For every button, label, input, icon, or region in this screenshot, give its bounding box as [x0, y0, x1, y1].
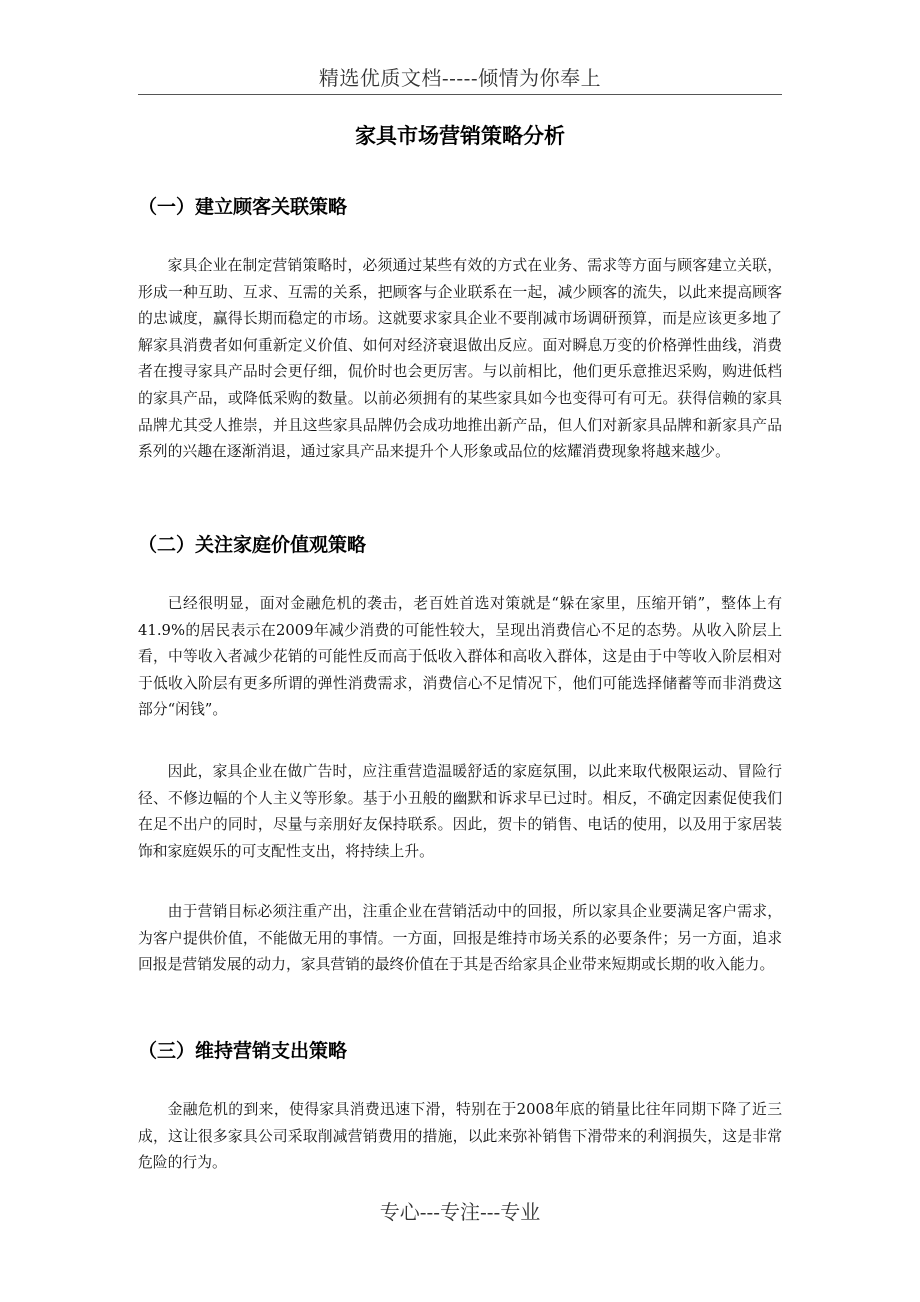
section-2-paragraph-3: 由于营销目标必须注重产出，注重企业在营销活动中的回报，所以家具企业要满足客户需求，为客户提供价值，不能做无用的事情。一方面，回报是维持市场关系的必要条件；另一方面，追求回报是营销发展的动力，家具营销的最终价值在于其是否给家具企业带来短期或长期的收入能力。	[138, 903, 782, 974]
page-footer: 专心---专注---专业	[379, 1200, 541, 1224]
section-heading-1: （一）建立顾客关联策略	[138, 196, 348, 218]
page-header: 精选优质文档-----倾情为你奉上	[318, 66, 602, 90]
section-1-paragraph-1: 家具企业在制定营销策略时，必须通过某些有效的方式在业务、需求等方面与顾客建立关联，形成一种互助、互求、互需的关系，把顾客与企业联系在一起，减少顾客的流失，以此来提高顾客的忠诚度，赢得长期而稳定的市场。这就要求家具企业不要削减市场调研预算，而是应该更多地了解家具消费者如何重新定义价值、如何对经济衰退做出反应。面对瞬息万变的价格弹性曲线，消费者在搜寻家具产品时会更仔细，侃价时也会更厉害。与以前相比，他们更乐意推迟采购，购进低档的家具产品，或降低采购的数量。以前必须拥有的某些家具如今也变得可有可无。获得信赖的家具品牌尤其受人推崇，并且这些家具品牌仍会成功地推出新产品，但人们对新家具品牌和新家具产品系列的兴趣在逐渐消退，通过家具产品来提升个人形象或品位的炫耀消费现象将越来越少。	[138, 257, 782, 461]
section-heading-2: （二）关注家庭价值观策略	[138, 534, 367, 556]
header-divider	[138, 94, 782, 95]
document-title: 家具市场营销策略分析	[355, 124, 565, 148]
section-heading-3: （三）维持营销支出策略	[138, 1040, 348, 1062]
section-2-paragraph-1: 已经很明显，面对金融危机的袭击，老百姓首选对策就是“躲在家里，压缩开销”，整体上有41.9%的居民表示在2009年减少消费的可能性较大，呈现出消费信心不足的态势。从收入阶层上看，中等收入者减少花销的可能性反而高于低收入群体和高收入群体，这是由于中等收入阶层相对于低收入阶层有更多所谓的弹性消费需求，消费信心不足情况下，他们可能选择储蓄等而非消费这部分“闲钱”。	[138, 595, 782, 719]
section-3-paragraph-1: 金融危机的到来，使得家具消费迅速下滑，特别在于2008年底的销量比往年同期下降了近三成，这让很多家具公司采取削减营销费用的措施，以此来弥补销售下滑带来的利润损失，这是非常危险的行为。	[138, 1101, 782, 1172]
section-2-paragraph-2: 因此，家具企业在做广告时，应注重营造温暖舒适的家庭氛围，以此来取代极限运动、冒险行径、不修边幅的个人主义等形象。基于小丑般的幽默和诉求早已过时。相反，不确定因素促使我们在足不出户的同时，尽量与亲朋好友保持联系。因此，贺卡的销售、电话的使用，以及用于家居装饰和家庭娱乐的可支配性支出，将持续上升。	[138, 763, 782, 860]
